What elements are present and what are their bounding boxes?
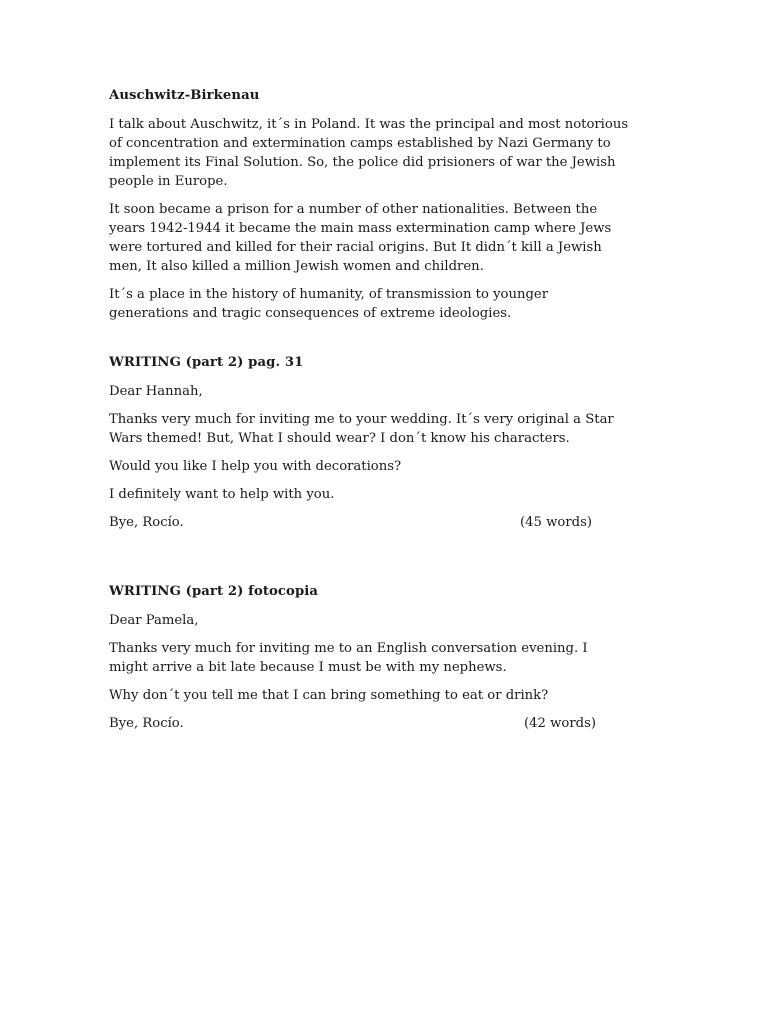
paragraph: Thanks very much for inviting me to an English conversation evening. I might arrive a bit late because I must be with my nephews. [109,641,588,675]
paragraph: I definitely want to help with you. [109,487,335,502]
paragraph: Thanks very much for inviting me to your wedding. It´s very original a Star Wars themed! But, What I should wear? I don´t know his characters. [109,412,614,446]
paragraph: Would you like I help you with decorations? [109,459,402,474]
letter-signoff: Bye, Rocío. [109,716,184,731]
letter-signoff: Bye, Rocío. [109,515,184,530]
spacer [109,532,629,582]
section-title-writing-fotocopia: WRITING (part 2) fotocopia [109,584,319,599]
section-title-auschwitz: Auschwitz-Birkenau [109,88,260,103]
word-count: (42 words) [524,716,597,731]
word-count: (45 words) [520,515,593,530]
paragraph: It soon became a prison for a number of other nationalities. Between the years 1942-1944 it became the main mass extermination camp where Jews were tortured and killed for their racial origins. But It didn´t kill a Jewish men, It also killed a million Jewish women and children. [109,202,612,274]
section-title-writing-pag-31: WRITING (part 2) pag. 31 [109,355,304,370]
paragraph: It´s a place in the history of humanity, of transmission to younger generations and tragic consequences of extreme ideologies. [109,287,549,321]
spacer [109,332,629,353]
letter-signoff-line [109,714,629,733]
document-page [109,86,629,733]
paragraph: Why don´t you tell me that I can bring something to eat or drink? [109,688,549,703]
letter-signoff-line [109,513,629,532]
paragraph: I talk about Auschwitz, it´s in Poland. It was the principal and most notorious of concentration and extermination camps established by Nazi Germany to implement its Final Solution. So, the police did prisioners of war the Jewish people in Europe. [109,117,629,189]
letter-greeting: Dear Pamela, [109,613,199,628]
letter-greeting: Dear Hannah, [109,384,203,399]
